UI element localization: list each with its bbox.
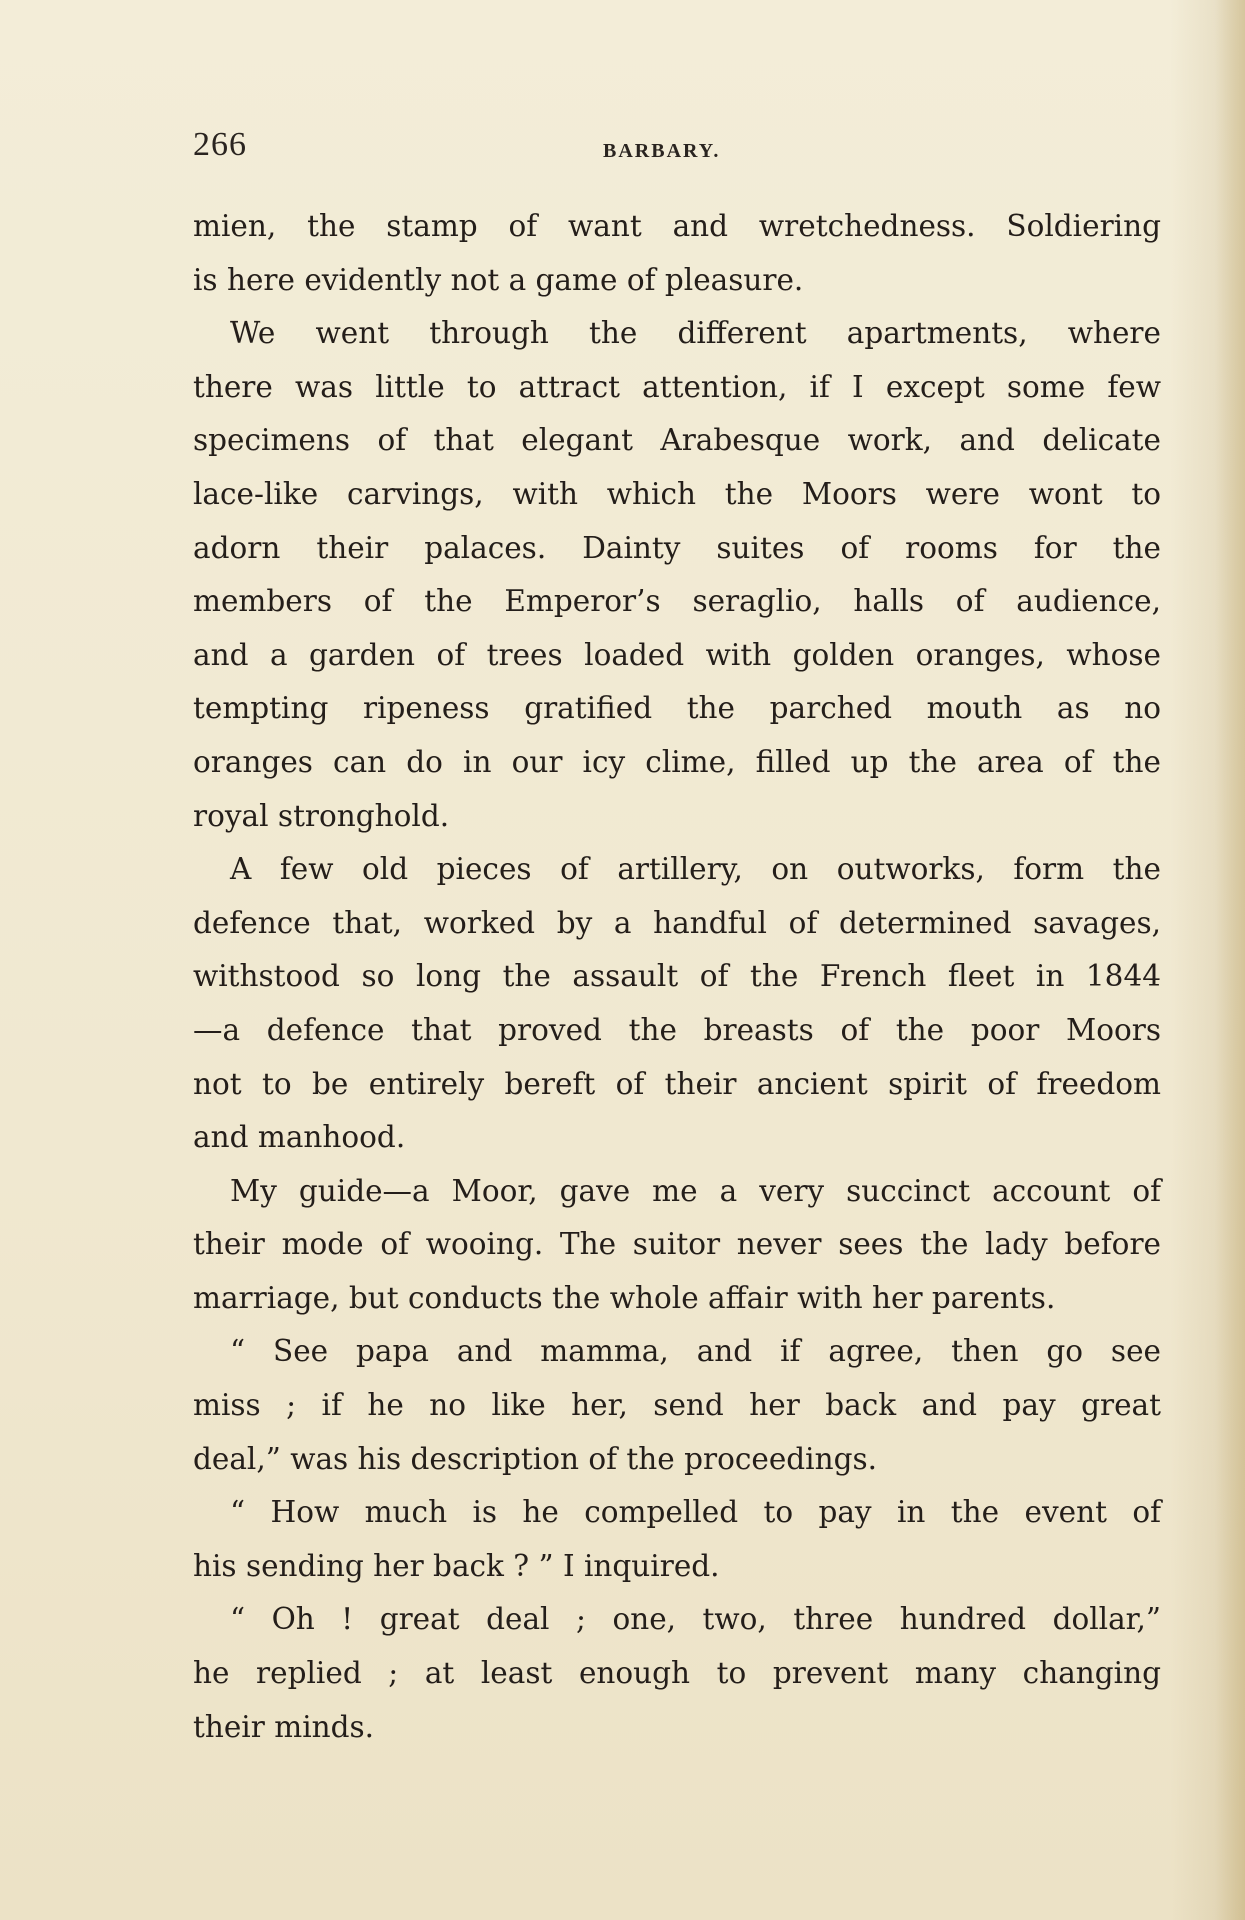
text-line: mien, the stamp of want and wretchedness. Soldiering	[193, 209, 1161, 243]
text-line: and a garden of trees loaded with golden oranges, whose	[193, 637, 1161, 672]
text-line: his sending her back ? ” I inquired.	[193, 1548, 720, 1583]
text-line: not to be entirely bereft of their ancient spirit of freedom	[193, 1066, 1161, 1101]
text-line: royal stronghold.	[193, 798, 450, 833]
text-line: their mode of wooing. The suitor never sees the lady before	[193, 1227, 1161, 1262]
text-line: adorn their palaces. Dainty suites of rooms for the	[193, 530, 1161, 565]
text-line: there was little to attract attention, if I except some few	[193, 369, 1161, 404]
body-text	[193, 200, 1161, 1754]
text-line: “ Oh ! great deal ; one, two, three hundred dollar,”	[230, 1602, 1161, 1637]
text-line: is here evidently not a game of pleasure.	[193, 262, 804, 297]
page-number: 266	[193, 126, 247, 163]
text-line: “ See papa and mamma, and if agree, then go see	[230, 1334, 1161, 1369]
text-line: —a defence that proved the breasts of the poor Moors	[193, 1012, 1161, 1047]
text-line: and manhood.	[193, 1120, 406, 1155]
text-line: members of the Emperor’s seraglio, halls of audience,	[193, 584, 1161, 619]
text-line: My guide—a Moor, gave me a very succinct account of	[230, 1173, 1161, 1208]
text-line: A few old pieces of artillery, on outworks, form the	[230, 852, 1161, 887]
text-line: “ How much is he compelled to pay in the event of	[230, 1495, 1161, 1530]
page-header	[193, 126, 1153, 166]
text-line: deal,” was his description of the proceedings.	[193, 1441, 878, 1476]
text-line: their minds.	[193, 1709, 375, 1744]
text-line: miss ; if he no like her, send her back and pay great	[193, 1388, 1161, 1423]
page-edge-shadow	[1215, 0, 1245, 1920]
text-line: lace-like carvings, with which the Moors were wont to	[193, 476, 1161, 511]
text-line: oranges can do in our icy clime, filled up the area of the	[193, 744, 1161, 779]
text-line: We went through the different apartments, where	[230, 316, 1161, 351]
text-line: specimens of that elegant Arabesque work, and delicate	[193, 423, 1161, 458]
text-line: marriage, but conducts the whole affair with her parents.	[193, 1280, 1056, 1315]
text-line: he replied ; at least enough to prevent many changing	[193, 1656, 1161, 1691]
text-line: defence that, worked by a handful of determined savages,	[193, 905, 1161, 940]
text-line: tempting ripeness gratified the parched mouth as no	[193, 691, 1161, 726]
running-head: BARBARY.	[603, 140, 721, 162]
text-line: withstood so long the assault of the French fleet in 1844	[193, 959, 1161, 994]
